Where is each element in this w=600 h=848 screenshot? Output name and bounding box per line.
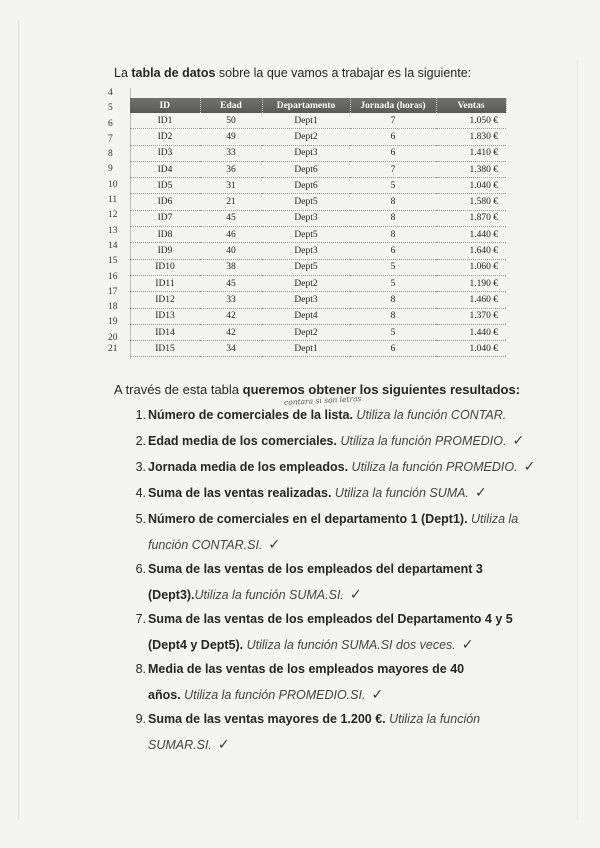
table-row [130,243,506,259]
task-number: 5. [135,512,146,526]
check-mark-icon: ✓ [268,537,281,553]
table-cell: ID2 [130,129,200,145]
task-number: 1. [135,408,146,422]
table-cell: Dept6 [262,161,350,177]
task-item [124,606,513,658]
task-bold: Media de las ventas de los empleados mayores de 40 [148,662,465,676]
table-row [130,308,506,324]
table-cell: 38 [200,259,262,275]
task-number: 3. [135,460,146,474]
lead-before: A través de esta tabla [114,382,243,397]
table-row [130,194,506,210]
table-cell: ID8 [130,227,200,243]
sales-cell: 1.460 € [436,292,506,308]
task-text [148,454,535,480]
task-number: 8. [135,662,146,676]
task-bold: Número de comerciales de la lista. [148,408,353,422]
table-cell: ID14 [130,324,200,340]
table-cell: Dept5 [262,227,350,243]
row-number: 8 [108,149,113,160]
table-cell: 33 [200,145,262,161]
task-bold: Edad media de los comerciales. [148,434,337,448]
sales-cell: 1.380 € [436,161,506,177]
check-mark-icon: ✓ [371,687,384,703]
table-cell: 46 [200,227,262,243]
row-number: 17 [108,286,118,297]
task-number: 6. [135,562,146,576]
column-header: ID [130,98,200,113]
table-cell: Dept3 [262,210,350,226]
table-cell: 5 [350,275,436,291]
row-number: 15 [108,256,118,267]
spreadsheet-row-numbers [108,86,130,346]
column-header: Departamento [262,98,350,113]
task-item [124,556,483,608]
table-cell: 7 [350,161,436,177]
row-number: 5 [108,103,113,114]
sales-cell: 1.440 € [436,324,506,340]
handwritten-note: contara si son letras [283,393,362,408]
table-cell: 33 [200,292,262,308]
table-cell: 7 [350,113,436,129]
table-cell: ID6 [130,194,200,210]
table-cell: ID13 [130,308,200,324]
task-item [124,506,518,558]
task-bold-cont: años. [148,688,181,702]
sales-cell: 1.440 € [436,227,506,243]
table-cell: ID15 [130,341,200,357]
table-cell: 8 [350,227,436,243]
task-item [124,454,535,480]
table-row [130,324,506,340]
check-mark-icon: ✓ [217,737,230,753]
table-row [130,341,506,357]
table-row [130,145,506,161]
task-item [124,656,464,708]
task-number: 9. [135,712,146,726]
sales-cell: 1.410 € [436,145,506,161]
task-bold: Suma de las ventas de los empleados del Departamento 4 y 5 [148,612,513,626]
row-number: 11 [108,195,118,206]
table-cell: 40 [200,243,262,259]
task-bold: Número de comerciales en el departamento 1 (Dept1). [148,512,468,526]
task-hint: Utiliza la [467,512,519,526]
task-hint: Utiliza la función PROMEDIO.SI. [180,688,366,702]
task-hint: Utiliza la función PROMEDIO. [348,460,518,474]
task-text [148,556,483,608]
sales-cell: 1.640 € [436,243,506,259]
table-cell: 5 [350,324,436,340]
task-text [148,402,506,428]
task-bold: Suma de las ventas mayores de 1.200 €. [148,712,386,726]
table-cell: ID11 [130,275,200,291]
column-header: Ventas [436,98,506,113]
task-bold: Suma de las ventas realizadas. [148,486,332,500]
sales-cell: 1.580 € [436,194,506,210]
table-cell: Dept5 [262,194,350,210]
table-cell: Dept1 [262,113,350,129]
task-text [148,428,524,454]
table-cell: Dept2 [262,324,350,340]
sales-cell: 1.050 € [436,113,506,129]
row-number: 20 [108,332,118,343]
table-cell: Dept1 [262,341,350,357]
table-cell: 50 [200,113,262,129]
check-mark-icon: ✓ [349,587,362,603]
task-item [124,480,487,506]
check-mark-icon: ✓ [475,485,487,501]
table-cell: 31 [200,178,262,194]
row-number: 6 [108,118,113,129]
tasks-lead [114,382,520,397]
task-bold: Jornada media de los empleados. [148,460,349,474]
table-cell: Dept5 [262,259,350,275]
task-text [148,506,518,558]
task-bold-cont: (Dept3). [148,588,195,602]
table-row [130,292,506,308]
sales-cell: 1.870 € [436,210,506,226]
task-hint: Utiliza la función SUMA.SI dos veces. [243,638,456,652]
row-number: 13 [108,225,118,236]
table-cell: 34 [200,341,262,357]
check-mark-icon: ✓ [512,433,525,449]
table-cell: 8 [350,292,436,308]
table-cell: ID10 [130,259,200,275]
row-number-21: 21 [108,344,118,354]
column-header: Edad [200,98,262,113]
task-number: 4. [135,486,146,500]
table-cell: 8 [350,210,436,226]
table-cell: 45 [200,275,262,291]
intro-bold: tabla de datos [131,66,216,80]
table-cell: Dept4 [262,308,350,324]
sales-cell: 1.370 € [436,308,506,324]
intro-before: La [114,66,132,80]
page-edge [18,20,19,820]
table-cell: 42 [200,324,262,340]
table-body [130,113,506,357]
task-text [148,706,480,758]
sales-cell: 1.830 € [436,129,506,145]
task-bold: Suma de las ventas de los empleados del departament 3 [148,562,483,576]
table-cell: 36 [200,161,262,177]
intro-text [114,66,471,80]
sales-cell: 1.190 € [436,275,506,291]
table-cell: ID1 [130,113,200,129]
table-row [130,227,506,243]
table-cell: Dept6 [262,178,350,194]
task-text [148,656,464,708]
table-cell: 8 [350,194,436,210]
sales-cell: 1.040 € [436,178,506,194]
table-cell: 6 [350,145,436,161]
table-cell: 5 [350,259,436,275]
task-hint: Utiliza la función [385,712,481,726]
table-cell: Dept2 [262,129,350,145]
table-cell: ID7 [130,210,200,226]
lead-bold: queremos obtener los siguientes resultados: [242,382,521,397]
table-cell: ID12 [130,292,200,308]
table-cell: ID9 [130,243,200,259]
task-number: 7. [135,612,146,626]
table-row [130,113,506,129]
table-cell: 5 [350,178,436,194]
table-cell: 49 [200,129,262,145]
table-row [130,129,506,145]
table-row [130,210,506,226]
table-cell: 8 [350,308,436,324]
table-row [130,259,506,275]
row-number: 18 [108,302,118,313]
row-number: 14 [108,240,118,251]
row-number: 7 [108,133,113,144]
intro-after: sobre la que vamos a trabajar es la siguiente: [215,66,472,80]
task-text [148,480,487,506]
table-row [130,275,506,291]
row-number: 19 [108,317,118,328]
page-edge [577,60,578,820]
row-number: 16 [108,271,118,282]
row-number: 9 [108,164,113,175]
task-hint: Utiliza la función CONTAR. [352,408,507,422]
column-header: Jornada (horas) [350,98,436,113]
table-cell: 45 [200,210,262,226]
sales-cell: 1.060 € [436,259,506,275]
sales-cell: 1.040 € [436,341,506,357]
table-cell: Dept3 [262,243,350,259]
task-item [124,402,506,428]
table-row [130,178,506,194]
data-table [130,98,507,357]
task-bold-cont: (Dept4 y Dept5). [148,638,244,652]
table-cell: 6 [350,243,436,259]
task-text [148,606,513,658]
table-cell: ID5 [130,178,200,194]
table-cell: Dept2 [262,275,350,291]
row-number: 12 [108,210,118,221]
table-row [130,161,506,177]
table-cell: Dept3 [262,292,350,308]
task-number: 2. [135,434,146,448]
task-hint: Utiliza la función SUMA. [331,486,469,500]
table-cell: 42 [200,308,262,324]
check-mark-icon: ✓ [523,459,536,475]
task-hint: Utiliza la función SUMA.SI. [194,588,344,602]
table-cell: 21 [200,194,262,210]
task-item [124,706,480,758]
table-cell: Dept3 [262,145,350,161]
row-number: 10 [108,179,118,190]
table-header-row [130,98,506,113]
check-mark-icon: ✓ [461,637,474,653]
task-hint-cont: función CONTAR.SI. [148,538,263,552]
task-hint-cont: SUMAR.SI. [148,738,212,752]
row-number: 4 [108,88,113,98]
table-cell: ID4 [130,161,200,177]
table-cell: 6 [350,341,436,357]
table-cell: ID3 [130,145,200,161]
task-hint: Utiliza la función PROMEDIO. [336,434,507,448]
task-item [124,428,524,454]
table-cell: 6 [350,129,436,145]
